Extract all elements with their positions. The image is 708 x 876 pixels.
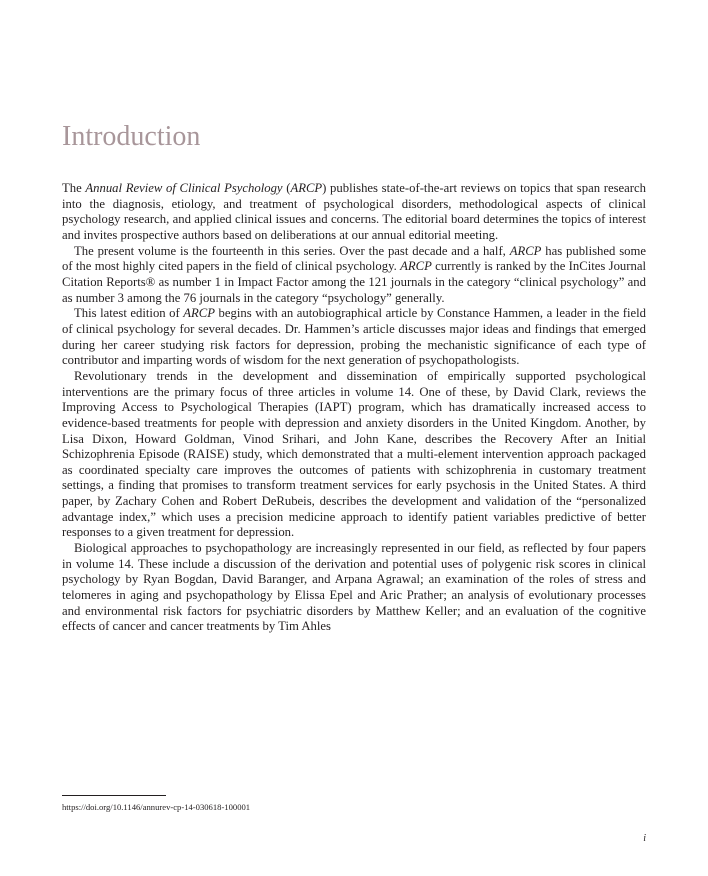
doi-link[interactable]: https://doi.org/10.1146/annurev-cp-14-030618-100001 [62, 802, 251, 812]
text-run: begins with an autobiographical article by Constance Hammen, a leader in the field of clinical psychology for several decades. Dr. Hammen’s article discusses major ideas and findings that emerged during her career studying risk factors for depression, probing the mechanistic significance of each type of contributor and imparting words of wisdom for the next generation of psychopathologists. [62, 306, 647, 368]
text-run: Biological approaches to psychopathology are increasingly represented in our field, as reflected by four papers in volume 14. These include a discussion of the derivation and potential uses of polygenic risk scores in clinical psychology by Ryan Bogdan, David Baranger, and Arpana Agrawal; an examination of the roles of stress and telomeres in aging and psychopathology by Elissa Epel and Aric Prather; an analysis of evolutionary processes and environmental risk factors for psychiatric disorders by Matthew Keller; and an evaluation of the cognitive effects of cancer and cancer treatments by Tim Ahles [62, 541, 646, 634]
body-paragraph [62, 244, 646, 307]
italic-text: Annual Review of Clinical Psychology [85, 181, 283, 195]
body-text [62, 181, 646, 635]
italic-text: ARCP [183, 306, 215, 321]
body-paragraph [62, 306, 646, 369]
text-run: has published some of the most highly cited papers in the field of clinical psychology. [62, 243, 646, 274]
text-run: currently is ranked by the InCites Journal Citation Reports® as number 1 in Impact Factor among the 121 journals in the category “clinical psychology” and as number 3 among the 76 journals in the category “psychology” generally. [62, 259, 647, 305]
page-title: Introduction [62, 121, 201, 152]
text-run: ( [282, 181, 291, 195]
text-run: This latest edition of [74, 306, 184, 321]
italic-text: ARCP [509, 243, 542, 258]
body-paragraph [62, 369, 646, 541]
text-run: ) publishes state-of-the-art reviews on topics that span research into the diagnosis, etiology, and treatment of psychological disorders, methodological aspects of clinical psychology research, and applied clinical issues and concerns. The editorial board determines the topics of interest and invites prospective authors based on deliberations at our annual editorial meeting. [62, 181, 646, 242]
italic-text: ARCP [290, 181, 323, 195]
body-paragraph [62, 181, 646, 244]
footnote-rule [62, 795, 166, 796]
text-run: The present volume is the fourteenth in this series. Over the past decade and a half, [74, 243, 510, 258]
page-number: i [643, 833, 646, 844]
text-run: Revolutionary trends in the development and dissemination of empirically supported psychological interventions are the primary focus of three articles in volume 14. One of these, by David Clark, reviews the Improving Access to Psychological Therapies (IAPT) program, which has dramatically increased access to evidence-based treatments for people with depression and anxiety disorders in the United Kingdom. Another, by Lisa Dixon, Howard Goldman, Vinod Srihari, and John Kane, describes the Recovery After an Initial Schizophrenia Episode (RAISE) study, which demonstrated that a multi-element intervention approach packaged as coordinated specialty care improves the outcomes of patients with schizophrenia in customary treatment settings, a finding that promises to transform treatment services for early psychosis in the United States. A third paper, by Zachary Cohen and Robert DeRubeis, describes the development and validation of the “personalized advantage index,” which uses a precision medicine approach to identify patient variables predictive of better responses to a given treatment for depression. [62, 368, 646, 540]
body-paragraph [62, 541, 646, 635]
italic-text: ARCP [400, 259, 432, 274]
text-run: The [62, 181, 86, 195]
